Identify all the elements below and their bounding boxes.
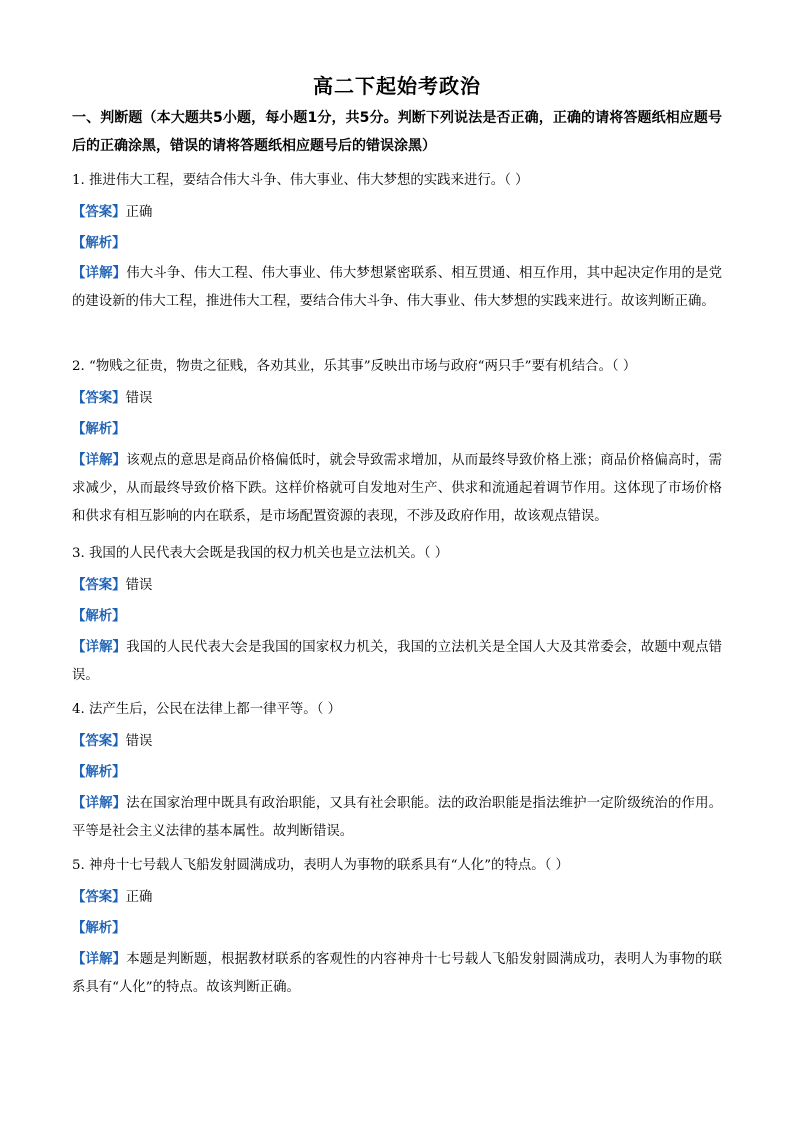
detail-paragraph — [72, 446, 722, 531]
analysis-label: 【解析】 — [72, 608, 126, 624]
question-stem: 4. 法产生后，公民在法律上都一律平等。（ ） — [72, 702, 342, 717]
answer-label: 【答案】 — [72, 390, 126, 406]
page-title: 高二下起始考政治 — [313, 74, 481, 98]
detail-label: 【详解】 — [72, 265, 127, 281]
detail-paragraph — [72, 259, 722, 316]
answer-value: 错误 — [125, 578, 153, 593]
answer-value: 正确 — [125, 205, 153, 220]
analysis-label: 【解析】 — [72, 920, 126, 936]
question-stem: 3. 我国的人民代表大会既是我国的权力机关也是立法机关。（ ） — [72, 546, 449, 561]
answer-value: 正确 — [125, 890, 153, 905]
answer-row — [72, 202, 722, 223]
analysis-label: 【解析】 — [72, 421, 126, 437]
answer-label: 【答案】 — [72, 889, 126, 905]
analysis-label: 【解析】 — [72, 235, 126, 251]
detail-text: 伟大斗争、伟大工程、伟大事业、伟大梦想紧密联系、相互贯通、相互作用，其中起决定作用的是党的建设新的伟大工程，推进伟大工程，要结合伟大斗争、伟大事业、伟大梦想的实践来进行。故该判断正确。 — [72, 266, 723, 309]
detail-paragraph — [72, 633, 722, 690]
answer-label: 【答案】 — [72, 733, 126, 749]
answer-row — [72, 388, 722, 409]
section-header: 一、判断题（本大题共5小题，每小题1分，共5分。判断下列说法是否正确，正确的请将答题纸相应题号后的正确涂黑，错误的请将答题纸相应题号后的错误涂黑） — [72, 110, 722, 154]
detail-text: 我国的人民代表大会是我国的国家权力机关，我国的立法机关是全国人大及其常委会，故题中观点错误。 — [72, 640, 723, 683]
analysis-row — [72, 233, 722, 254]
analysis-row — [72, 606, 722, 627]
answer-value: 错误 — [125, 391, 153, 406]
analysis-row — [72, 419, 722, 440]
answer-label: 【答案】 — [72, 577, 126, 593]
answer-value: 错误 — [125, 734, 153, 749]
answer-row — [72, 731, 722, 752]
answer-label: 【答案】 — [72, 204, 126, 220]
analysis-row — [72, 762, 722, 783]
detail-paragraph — [72, 945, 722, 1002]
answer-row — [72, 887, 722, 908]
detail-label: 【详解】 — [72, 795, 127, 811]
answer-row — [72, 575, 722, 596]
question-stem: 2. “物贱之征贵，物贵之征贱，各劝其业，乐其事”反映出市场与政府“两只手”要有机结合。（ ） — [72, 359, 637, 374]
detail-label: 【详解】 — [72, 452, 127, 468]
question-stem: 1. 推进伟大工程，要结合伟大斗争、伟大事业、伟大梦想的实践来进行。（ ） — [72, 173, 529, 188]
analysis-row — [72, 918, 722, 939]
detail-label: 【详解】 — [72, 639, 127, 655]
analysis-label: 【解析】 — [72, 764, 126, 780]
detail-paragraph — [72, 789, 722, 846]
detail-text: 本题是判断题，根据教材联系的客观性的内容神舟十七号载人飞船发射圆满成功，表明人为事物的联系具有“人化”的特点。故该判断正确。 — [72, 952, 723, 995]
detail-text: 该观点的意思是商品价格偏低时，就会导致需求增加，从而最终导致价格上涨；商品价格偏高时，需求减少，从而最终导致价格下跌。这样价格就可自发地对生产、供求和流通起着调节作用。这体现了市场价格和供求有相互影响的内在联系，是市场配置资源的表现，不涉及政府作用，故该观点错误。 — [72, 453, 723, 524]
detail-label: 【详解】 — [72, 951, 127, 967]
detail-text: 法在国家治理中既具有政治职能，又具有社会职能。法的政治职能是指法维护一定阶级统治的作用。平等是社会主义法律的基本属性。故判断错误。 — [72, 796, 723, 839]
question-stem: 5. 神舟十七号载人飞船发射圆满成功，表明人为事物的联系具有“人化”的特点。（ ） — [72, 858, 569, 873]
